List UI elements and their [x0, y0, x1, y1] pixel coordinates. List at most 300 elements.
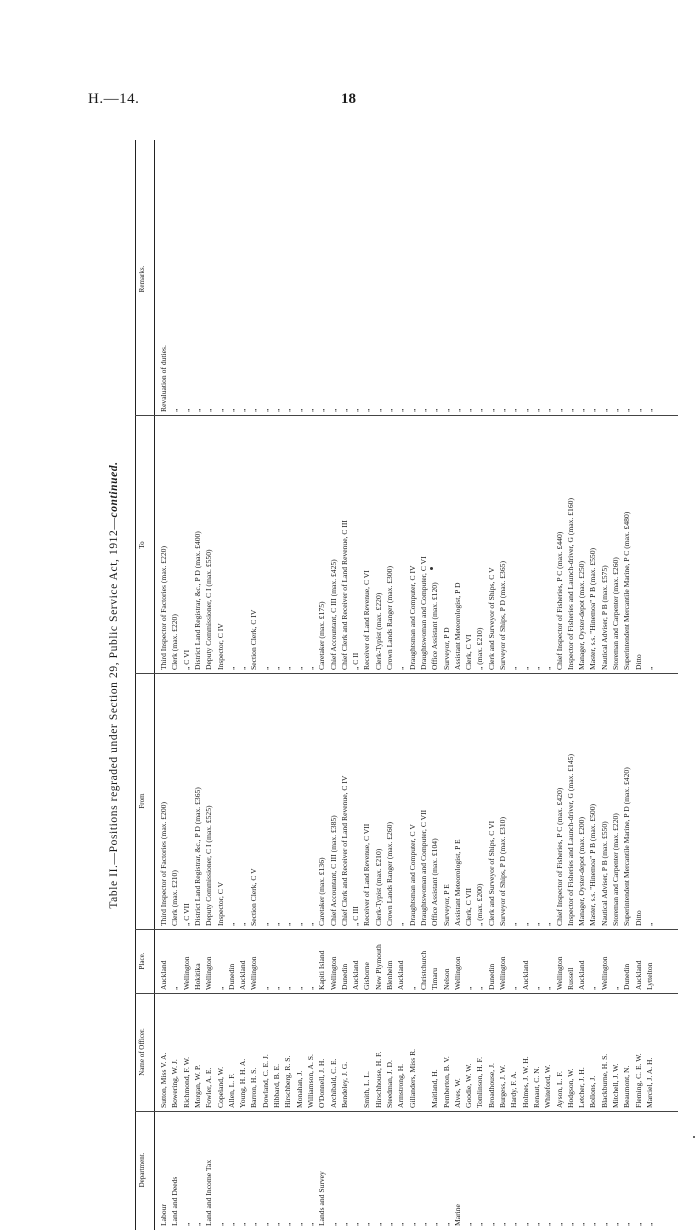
place-cell: „ — [543, 986, 553, 990]
department-cell: „ — [441, 1222, 451, 1226]
place-cell: „ — [294, 986, 304, 990]
header-place: Place. — [138, 952, 146, 970]
officer-cell: Fowler, A. E. — [204, 1067, 214, 1108]
table-row — [463, 140, 474, 1230]
table-row — [599, 140, 610, 1230]
place-cell: „ — [531, 986, 541, 990]
from-cell: „ — [509, 922, 519, 926]
department-cell: „ — [633, 1222, 643, 1226]
department-cell: „ — [339, 1222, 349, 1226]
department-cell: „ — [577, 1222, 587, 1226]
table-row — [226, 140, 237, 1230]
remarks-cell: „ — [418, 408, 428, 412]
from-cell: Clerk and Surveyor of Ships, C VI — [486, 820, 496, 926]
table-row — [418, 140, 429, 1230]
from-cell: Draughtswoman and Computer, C VII — [418, 809, 428, 926]
place-cell: „ — [588, 986, 598, 990]
from-cell: Chief Accountant, C III (max. £385) — [328, 815, 338, 926]
remarks-cell: „ — [317, 408, 327, 412]
officer-cell: Marciel, J. A. H. — [644, 1057, 654, 1108]
to-cell: „ — [238, 666, 248, 670]
table-row — [633, 140, 644, 1230]
remarks-cell: „ — [249, 408, 259, 412]
officer-cell: Hardy, F. A. — [509, 1071, 519, 1108]
officer-cell: Goodie, W. W. — [464, 1063, 474, 1108]
to-cell: Inspector of Fisheries and Launch-driver, G (max. £160) — [565, 498, 575, 670]
page-reference: H.—14. — [88, 91, 140, 107]
department-cell: „ — [215, 1222, 225, 1226]
from-cell: District Land Registrar, &c., P D (max. £365) — [192, 787, 202, 926]
to-cell: Ditto — [633, 654, 643, 670]
department-cell: „ — [238, 1222, 248, 1226]
table-row — [520, 140, 531, 1230]
officer-cell: Bollons, J. — [588, 1075, 598, 1108]
table-row — [486, 140, 497, 1230]
from-cell: „ — [520, 922, 530, 926]
from-cell: Chief Clerk and Receiver of Land Revenue, C IV — [339, 775, 349, 926]
to-cell: Storeman and Carpenter (max. £260) — [611, 557, 620, 670]
remarks-cell: „ — [407, 408, 417, 412]
officer-cell: Bowering, W. J. — [170, 1059, 180, 1108]
table-row — [350, 140, 361, 1230]
place-cell: Dunedin — [339, 963, 349, 990]
department-cell: „ — [294, 1222, 304, 1226]
remarks-cell: „ — [531, 408, 541, 412]
department-cell: „ — [554, 1222, 564, 1226]
place-cell: Lyttelton — [644, 962, 654, 990]
officer-cell: Hirschberg, R. S. — [283, 1055, 293, 1108]
officer-cell: Sutton, Miss V. A. — [159, 1052, 168, 1108]
place-cell: „ — [272, 986, 281, 990]
department-cell: „ — [498, 1222, 507, 1226]
from-cell: „ — [238, 922, 248, 926]
remarks-cell: „ — [520, 408, 530, 412]
table-row — [328, 140, 339, 1230]
officer-cell: Alves, W. — [452, 1078, 462, 1108]
department-cell: „ — [430, 1222, 440, 1226]
remarks-cell: „ — [622, 408, 632, 412]
remarks-cell: „ — [577, 408, 587, 412]
from-cell: „ — [543, 922, 553, 926]
from-cell: Third Inspector of Factories (max. £200) — [159, 802, 168, 926]
from-cell: Nautical Adviser, P B (max. £550) — [599, 821, 609, 926]
place-cell: „ — [215, 986, 225, 990]
remarks-cell: „ — [599, 408, 609, 412]
from-cell: „ — [531, 922, 541, 926]
remarks-cell: „ — [192, 408, 202, 412]
remarks-cell: „ — [385, 408, 394, 412]
from-cell: Office Assistant (max. £104) — [430, 838, 440, 926]
remarks-cell: „ — [215, 408, 225, 412]
from-cell: Deputy Commissioner, C I (max. £525) — [204, 805, 214, 926]
to-cell: „ (max. £210) — [475, 627, 485, 670]
officer-cell: Tomlinson, H. F. — [475, 1057, 485, 1108]
remarks-cell: „ — [475, 408, 485, 412]
place-cell: Auckland — [577, 960, 587, 990]
from-cell: „ C III — [351, 906, 361, 926]
place-cell: Dunedin — [486, 963, 496, 990]
table-row — [474, 140, 485, 1230]
department-cell: „ — [418, 1222, 428, 1226]
top-rule — [135, 140, 136, 1230]
place-cell: Timaru — [430, 967, 440, 990]
officer-cell: Williamson, A. S. — [305, 1054, 315, 1108]
place-cell: „ — [407, 986, 417, 990]
table-row — [192, 140, 203, 1230]
remarks-cell: „ — [226, 408, 236, 412]
to-cell: „ — [396, 666, 406, 670]
officer-cell: Morgan, W. P. — [192, 1064, 202, 1108]
to-cell: Nautical Adviser, P B (max. £575) — [599, 565, 609, 670]
to-cell: Deputy Commissioner, C I (max. £550) — [204, 549, 214, 670]
officer-cell: Mitchell, J. W. — [611, 1063, 620, 1108]
from-cell: Inspector of Fisheries and Launch-driver, G (max. £145) — [565, 754, 575, 926]
remarks-cell: „ — [373, 408, 383, 412]
remarks-cell: „ — [328, 408, 338, 412]
remarks-cell: Revaluation of duties. — [159, 345, 168, 412]
remarks-cell: „ — [238, 408, 248, 412]
place-cell: Hokitika — [192, 963, 202, 990]
place-cell: Wellington — [249, 956, 259, 990]
to-cell: „ — [520, 666, 530, 670]
place-cell: Auckland — [238, 960, 248, 990]
remarks-cell: „ — [283, 408, 293, 412]
to-cell: „ — [283, 666, 293, 670]
table-row — [316, 140, 327, 1230]
from-cell: Clerk (max. £210) — [170, 870, 180, 926]
place-cell: Wellington — [181, 956, 191, 990]
to-cell: Clerk, C VI — [464, 634, 474, 670]
officer-cell: Pemberton, B. V. — [441, 1056, 451, 1108]
department-cell: „ — [543, 1222, 553, 1226]
table-row — [282, 140, 293, 1230]
table-row — [576, 140, 587, 1230]
officer-cell: Archibald, C. E. — [328, 1058, 338, 1108]
header-officer: Name of Officer. — [138, 1028, 146, 1076]
officer-cell: Burgess, J. W. — [498, 1064, 507, 1108]
table-title-text: Table II.—Positions regraded under Section 29, Public Service Act, 1912— — [108, 517, 120, 909]
to-cell: Third Inspector of Factories (max. £220) — [159, 546, 168, 670]
officer-cell: Gillanders, Miss R. — [407, 1048, 417, 1108]
from-cell: Clerk-Typist (max. £210) — [373, 848, 383, 926]
remarks-cell: „ — [565, 408, 575, 412]
department-cell: „ — [351, 1222, 361, 1226]
remarks-cell: „ — [305, 408, 315, 412]
table-row — [441, 140, 452, 1230]
officer-cell: Monahan, J. — [294, 1070, 304, 1108]
table-row — [554, 140, 565, 1230]
department-cell: „ — [226, 1222, 236, 1226]
table-row — [531, 140, 542, 1230]
to-cell: Chief Inspector of Fisheries, P C (max. £440) — [554, 531, 564, 670]
remarks-cell: „ — [294, 408, 304, 412]
place-cell: Wellington — [452, 956, 462, 990]
table-row — [181, 140, 192, 1230]
table-row — [587, 140, 598, 1230]
remarks-cell: „ — [396, 408, 406, 412]
officer-cell: Letcher, J. H. — [577, 1067, 587, 1108]
department-cell: „ — [464, 1222, 474, 1226]
from-cell: Chief Inspector of Fisheries, P C (max. £420) — [554, 787, 564, 926]
from-cell: Crown Lands Ranger (max. £260) — [385, 822, 394, 926]
place-cell: Auckland — [396, 960, 406, 990]
department-cell: „ — [622, 1222, 632, 1226]
officer-cell: Barron, H. S. — [249, 1067, 259, 1108]
remarks-cell: „ — [452, 408, 462, 412]
place-cell: New Plymouth — [373, 944, 383, 990]
to-cell: „ — [272, 666, 281, 670]
from-cell: Section Clerk, C V — [249, 868, 259, 926]
department-cell: „ — [260, 1222, 270, 1226]
table-row — [260, 140, 271, 1230]
place-cell: Christchurch — [418, 950, 428, 990]
department-cell: „ — [385, 1222, 394, 1226]
place-cell: Dunedin — [226, 963, 236, 990]
to-cell: Crown Lands Ranger (max. £300) — [385, 566, 394, 670]
department-cell: „ — [520, 1222, 530, 1226]
officer-cell: Ayson, L. F. — [554, 1071, 564, 1108]
remarks-cell: „ — [644, 408, 654, 412]
remarks-cell: „ — [498, 408, 507, 412]
table-row — [361, 140, 372, 1230]
place-cell: „ — [260, 986, 270, 990]
to-cell: Assistant Meteorologist, P D — [452, 582, 462, 670]
to-cell: „ — [226, 666, 236, 670]
place-cell: Auckland — [633, 960, 643, 990]
department-cell: „ — [644, 1222, 654, 1226]
table-row — [384, 140, 395, 1230]
department-cell: „ — [328, 1222, 338, 1226]
table-row — [248, 140, 259, 1230]
remarks-cell: „ — [554, 408, 564, 412]
department-cell: „ — [373, 1222, 383, 1226]
officer-cell: Dowland, C. E. J. — [260, 1054, 270, 1108]
department-cell: „ — [362, 1222, 372, 1226]
officer-cell: Steedman, J. D. — [385, 1060, 394, 1108]
to-cell: Office Assistant (max. £120) — [430, 582, 440, 670]
officer-cell: Holmes, J. W. H. — [520, 1056, 530, 1108]
officer-cell: Young, H. H. A. — [238, 1058, 248, 1108]
to-cell: „ — [294, 666, 304, 670]
remarks-cell: „ — [464, 408, 474, 412]
department-cell: „ — [396, 1222, 406, 1226]
department-cell: „ — [475, 1222, 485, 1226]
to-cell: „ — [305, 666, 315, 670]
table-row — [497, 140, 508, 1230]
place-cell: „ — [464, 986, 474, 990]
department-cell: „ — [283, 1222, 293, 1226]
officer-cell — [350, 996, 361, 1108]
table-row — [508, 140, 519, 1230]
table-row — [305, 140, 316, 1230]
to-cell: „ C VI — [181, 649, 191, 670]
to-cell: Master, s.s. "Hinemoa" P B (max. £550) — [588, 547, 598, 670]
to-cell: Chief Clerk and Receiver of Land Revenue, C III — [339, 520, 349, 670]
remarks-cell: „ — [351, 408, 361, 412]
place-cell: „ — [305, 986, 315, 990]
to-cell: Superintendent Mercantile Marine, P C (max. £480) — [622, 511, 632, 670]
officer-cell: Broadhouse, J. — [486, 1063, 496, 1108]
place-cell: „ — [283, 986, 293, 990]
department-cell: „ — [486, 1222, 496, 1226]
from-cell: „ — [283, 922, 293, 926]
from-cell: Receiver of Land Revenue, C VII — [362, 823, 372, 926]
place-cell: Wellington — [498, 956, 507, 990]
officer-cell: Smith, L. L. — [362, 1071, 372, 1108]
officer-cell: Hodgson, W. — [565, 1068, 575, 1108]
table-row — [339, 140, 350, 1230]
officer-cell: Bendeley, J. G. — [339, 1061, 349, 1108]
remarks-cell: „ — [339, 408, 349, 412]
from-cell: Storeman and Carpenter (max. £220) — [611, 813, 620, 926]
officer-cell: Copeland, W. — [215, 1066, 225, 1108]
department-cell: „ — [509, 1222, 519, 1226]
department-cell: Labour — [159, 1204, 168, 1226]
department-cell: „ — [531, 1222, 541, 1226]
department-cell: „ — [192, 1222, 202, 1226]
to-cell: Clerk (max. £220) — [170, 614, 180, 670]
from-cell: Manager, Oyster-depot (max. £200) — [577, 817, 587, 926]
table-row — [215, 140, 226, 1230]
table-row — [452, 140, 463, 1230]
to-cell: Draughtsman and Computer, C IV — [407, 565, 417, 670]
officer-cell: Hibbard, B. E. — [272, 1063, 281, 1108]
place-cell: Wellington — [328, 956, 338, 990]
department-cell: Land and Deeds — [170, 1176, 180, 1226]
department-cell: „ — [181, 1222, 191, 1226]
table-row — [565, 140, 576, 1230]
remarks-cell: „ — [633, 408, 643, 412]
from-cell: Master, s.s. "Hinemoa" P B (max. £500) — [588, 803, 598, 926]
place-cell: Auckland — [520, 960, 530, 990]
to-cell: Surveyor, P D — [441, 627, 451, 670]
place-cell: Blenheim — [385, 960, 394, 990]
to-cell: Clerk and Surveyor of Ships, C V — [486, 567, 496, 670]
remarks-cell: „ — [181, 408, 191, 412]
header-remarks: Remarks. — [138, 265, 146, 293]
officer-cell: Allen, L. F. — [226, 1073, 236, 1108]
remarks-cell: „ — [611, 408, 620, 412]
remarks-cell: „ — [204, 408, 214, 412]
remarks-cell: „ — [430, 408, 440, 412]
table-row — [542, 140, 553, 1230]
department-cell: „ — [407, 1222, 417, 1226]
officer-cell: Renaut, C. N. — [531, 1066, 541, 1108]
from-cell: Caretaker (max. £136) — [317, 857, 327, 926]
to-cell: Receiver of Land Revenue, C VI — [362, 570, 372, 670]
to-cell: „ C II — [351, 652, 361, 670]
from-cell: Superintendent Mercantile Marine, P D (max. £420) — [622, 767, 632, 926]
table-row — [373, 140, 384, 1230]
officer-cell: Whiteford, W. — [543, 1064, 553, 1108]
from-cell: Ditto — [633, 910, 643, 926]
department-cell: Land and Income Tax — [204, 1159, 214, 1226]
from-cell: Draughtsman and Computer, C V — [407, 824, 417, 926]
header-department: Department. — [138, 1152, 146, 1188]
to-cell: Chief Accountant, C III (max. £425) — [328, 559, 338, 670]
place-cell: Dunedin — [622, 963, 632, 990]
remarks-cell: „ — [260, 408, 270, 412]
officer-cell — [418, 996, 429, 1108]
to-cell: „ — [260, 666, 270, 670]
place-cell: Kapiti Island — [317, 950, 327, 990]
table-row — [169, 140, 180, 1230]
remarks-cell: „ — [170, 408, 180, 412]
header-rule — [154, 140, 155, 1230]
from-cell: „ — [644, 922, 654, 926]
officer-cell: Blackburne, H. S. — [599, 1053, 609, 1108]
to-cell: Draughtswoman and Computer, C VI — [418, 556, 428, 670]
scan-speck — [693, 1136, 695, 1138]
to-cell: Clerk-Typist (max. £220) — [373, 592, 383, 670]
department-cell: Marine — [452, 1204, 462, 1226]
header-from: From — [138, 793, 146, 809]
table-row — [429, 140, 440, 1230]
remarks-cell: „ — [543, 408, 553, 412]
place-cell: Wellington — [599, 956, 609, 990]
from-cell: „ — [305, 922, 315, 926]
table-row — [203, 140, 214, 1230]
table-row — [395, 140, 406, 1230]
department-cell: „ — [272, 1222, 281, 1226]
place-cell: Nelson — [441, 968, 451, 990]
officer-cell: Hirschhouse, H. F. — [373, 1051, 383, 1108]
to-cell: „ — [543, 666, 553, 670]
from-cell: Surveyor of Ships, P D (max. £310) — [498, 817, 507, 926]
from-cell: „ — [226, 922, 236, 926]
place-cell: Auckland — [351, 960, 361, 990]
place-cell: Wellington — [204, 956, 214, 990]
department-cell: „ — [611, 1222, 620, 1226]
to-cell: „ — [531, 666, 541, 670]
to-cell: „ — [644, 666, 654, 670]
to-cell: Section Clerk, C IV — [249, 609, 259, 670]
to-cell: Manager, Oyster-depot (max. £250) — [577, 561, 587, 670]
remarks-cell: „ — [272, 408, 281, 412]
department-cell: „ — [588, 1222, 598, 1226]
to-cell: Surveyor of Ships, P D (max. £365) — [498, 561, 507, 670]
regrading-table — [108, 140, 678, 1230]
from-cell: Surveyor, P E — [441, 884, 451, 926]
place-cell: „ — [509, 986, 519, 990]
to-cell: „ — [509, 666, 519, 670]
table-row — [621, 140, 632, 1230]
place-cell: „ — [170, 986, 180, 990]
place-cell: „ — [611, 986, 620, 990]
officer-cell: O'Donnell, J. H. — [317, 1058, 327, 1108]
to-cell: District Land Registrar, &c., P D (max. £400) — [192, 531, 202, 670]
remarks-cell: „ — [588, 408, 598, 412]
remarks-cell: „ — [486, 408, 496, 412]
remarks-cell: „ — [509, 408, 519, 412]
officer-cell: Armstrong, H. — [396, 1063, 406, 1108]
place-cell: „ — [475, 986, 485, 990]
officer-cell: Fleming, C. E. W. — [633, 1053, 643, 1108]
to-cell: Caretaker (max. £175) — [317, 601, 327, 670]
officer-cell: Richmond, F. W. — [181, 1056, 191, 1108]
rotated-table-frame — [108, 140, 678, 1230]
place-cell: Russell — [565, 967, 575, 990]
place-cell: Wellington — [554, 956, 564, 990]
remarks-cell: „ — [441, 408, 451, 412]
table-row — [271, 140, 282, 1230]
department-cell: „ — [599, 1222, 609, 1226]
place-cell: Gisborne — [362, 962, 372, 990]
department-cell: „ — [305, 1222, 315, 1226]
table-row — [237, 140, 248, 1230]
from-cell: „ (max. £200) — [475, 883, 485, 926]
to-cell: Inspector, C IV — [215, 623, 225, 670]
